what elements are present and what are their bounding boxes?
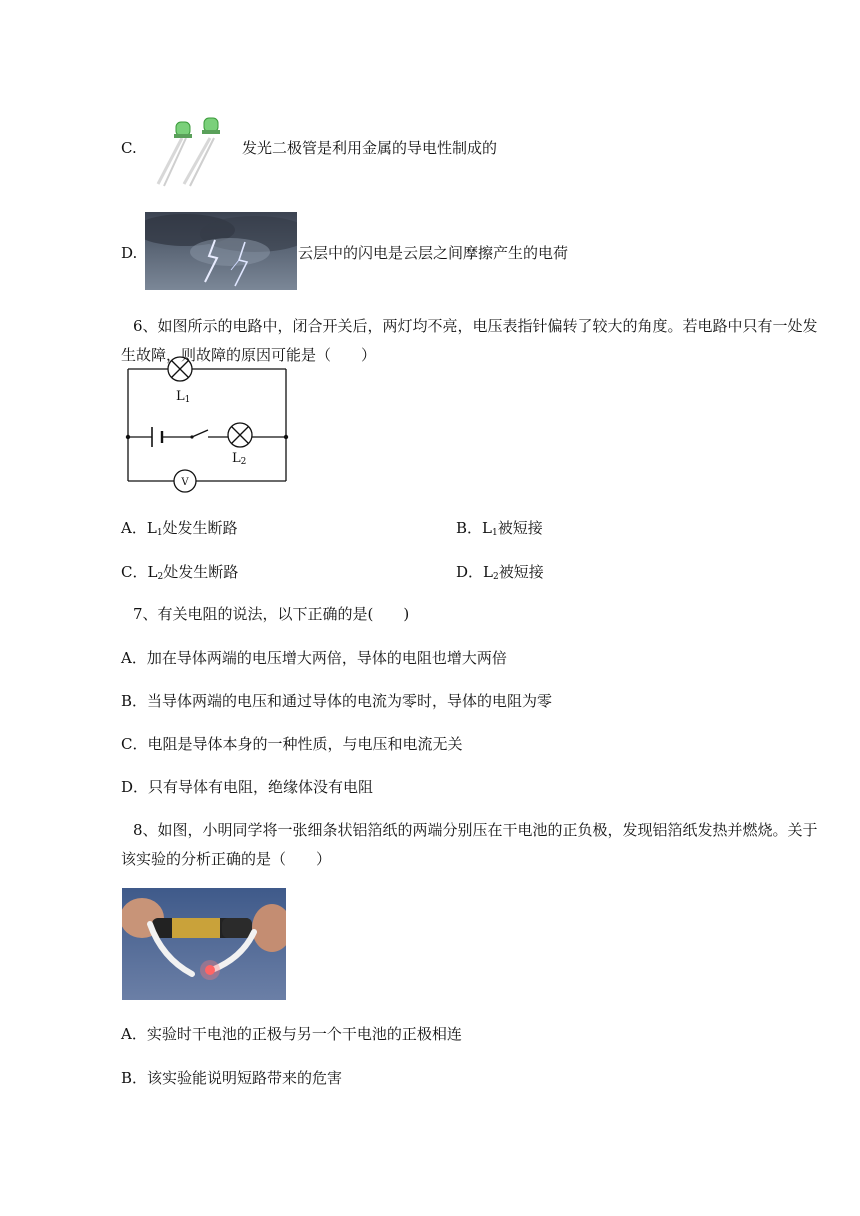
voltmeter-label: V	[181, 477, 189, 488]
q6-option-d: D．$L_2$被短接	[456, 563, 544, 582]
q6-option-c: C．$L_2$处发生断路	[121, 563, 239, 582]
q5-option-c-letter: C.	[121, 139, 137, 157]
q7-option-a: A．加在导体两端的电压增大两倍，导体的电阻也增大两倍	[121, 649, 507, 667]
q7-option-c: C．电阻是导体本身的一种性质，与电压和电流无关	[121, 735, 463, 753]
lamp2-subscript: 2	[240, 457, 247, 467]
q8-option-a: A．实验时干电池的正极与另一个干电池的正极相连	[121, 1025, 462, 1043]
q6-option-a: A．$L_1$处发生断路	[121, 519, 238, 538]
q6-option-b: B．$L_1$被短接	[456, 519, 543, 538]
svg-text:L2	[232, 451, 246, 467]
q5-option-d-text: 云层中的闪电是云层之间摩擦产生的电荷	[298, 244, 569, 262]
q7-stem: 7、有关电阻的说法，以下正确的是( )	[133, 605, 410, 623]
q5-option-c-text: 发光二极管是利用金属的导电性制成的	[242, 139, 498, 157]
q8-option-b: B．该实验能说明短路带来的危害	[121, 1069, 343, 1087]
q5-option-d-letter: D.	[121, 244, 138, 262]
q6-stem: 6、如图所示的电路中，闭合开关后，两灯均不亮，电压表指针偏转了较大的角度。若电路中只有一处发生故障，则故障的原因可能是（ ）	[121, 317, 818, 364]
lamp2-label: L	[232, 451, 241, 466]
lamp1-subscript: 1	[184, 395, 191, 405]
led-image	[150, 108, 230, 188]
q8-stem: 8、如图，小明同学将一张细条状铝箔纸的两端分别压在干电池的正负极，发现铝箔纸发热并燃烧。关于该实验的分析正确的是（ ）	[121, 821, 818, 868]
circuit-diagram	[120, 355, 295, 495]
svg-text:L1	[176, 389, 190, 405]
battery-foil-photo	[122, 888, 286, 1000]
q7-option-d: D．只有导体有电阻，绝缘体没有电阻	[121, 778, 374, 796]
q7-option-b: B．当导体两端的电压和通过导体的电流为零时，导体的电阻为零	[121, 692, 553, 710]
lamp1-label: L	[176, 389, 185, 404]
lightning-image	[145, 212, 297, 290]
